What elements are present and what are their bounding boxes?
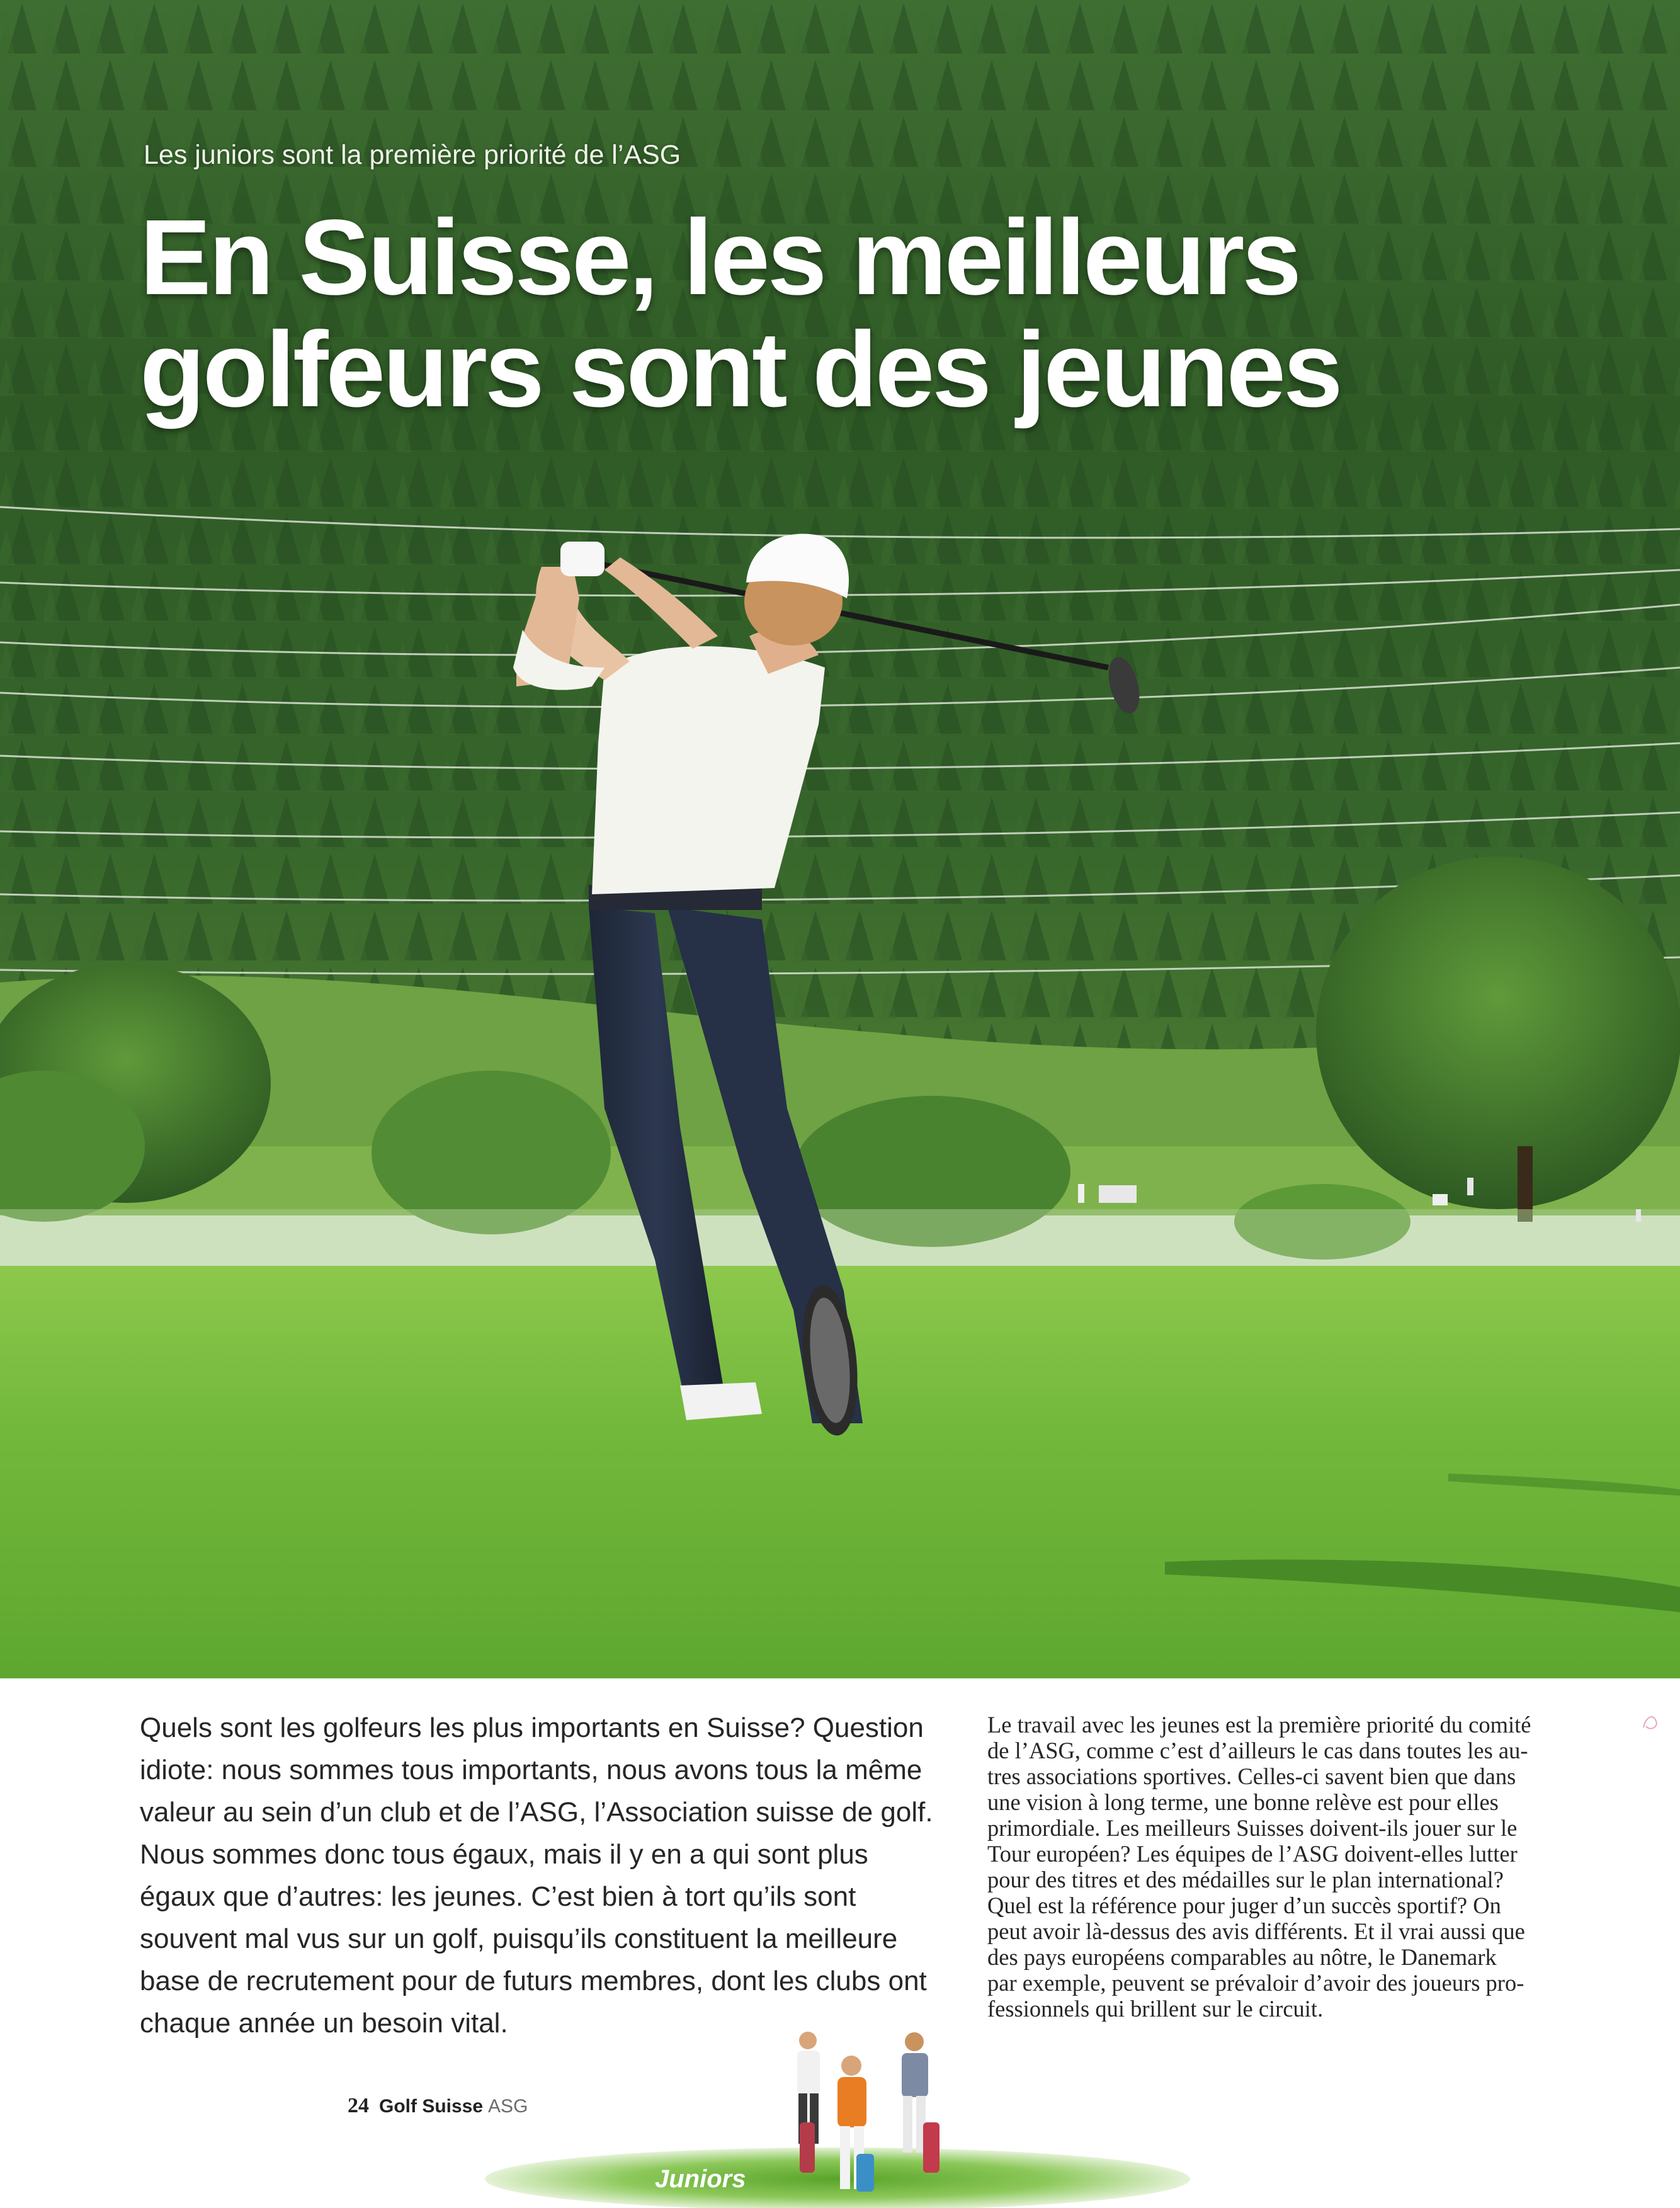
page-footer [0,2028,1680,2208]
publisher-name: ASG [488,2096,528,2117]
intro-line: souvent mal vus sur un golf, puisqu’ils constituent la meilleure [140,1923,898,1954]
body-line: pour des titres et des médailles sur le plan international? [987,1867,1504,1892]
body-line: tres associations sportives. Celles-ci savent bien que dans [987,1763,1516,1789]
page-number: 24 [348,2094,369,2117]
article-body-column [987,1712,1636,2022]
body-line: par exemple, peuvent se prévaloir d’avoir des joueurs pro- [987,1970,1524,1996]
headline-line: golfeurs sont des jeunes [140,310,1341,430]
body-line: Quel est la référence pour juger d’un succès sportif? On [987,1892,1501,1918]
intro-line: base de recrutement pour de futurs membres, dont les clubs ont [140,1966,927,1996]
body-line: une vision à long terme, une bonne relève est pour elles [987,1789,1499,1815]
article-kicker: Les juniors sont la première priorité de l’ASG [144,140,681,170]
body-line: Tour européen? Les équipes de l’ASG doivent-elles lutter [987,1841,1518,1867]
registration-mark-icon [1637,1710,1662,1735]
body-line: peut avoir là-dessus des avis différents. Et il vrai aussi que [987,1918,1525,1944]
body-line: des pays européens comparables au nôtre, le Danemark [987,1944,1497,1970]
footer-band-illustration [0,2028,1680,2208]
body-line: Le travail avec les jeunes est la première priorité du comité [987,1712,1531,1738]
intro-line: Quels sont les golfeurs les plus importants en Suisse? Question [140,1712,924,1743]
section-label: Juniors [655,2165,746,2193]
intro-line: chaque année un besoin vital. [140,2008,508,2039]
body-line: de l’ASG, comme c’est d’ailleurs le cas dans toutes les au- [987,1738,1528,1763]
magazine-name: Golf Suisse [379,2096,484,2117]
article-intro [140,1707,971,2044]
intro-line: idiote: nous sommes tous importants, nous avons tous la même [140,1755,922,1785]
intro-line: Nous sommes donc tous égaux, mais il y en a qui sont plus [140,1839,868,1870]
intro-line: égaux que d’autres: les jeunes. C’est bien à tort qu’ils sont [140,1881,856,1912]
article-headline [140,198,1525,430]
body-line: fessionnels qui brillent sur le circuit. [987,1996,1324,2022]
headline-line: En Suisse, les meilleurs [140,198,1300,317]
page-folio [348,2094,528,2118]
intro-line: valeur au sein d’un club et de l’ASG, l’Association suisse de golf. [140,1797,933,1828]
body-line: primordiale. Les meilleurs Suisses doivent-ils jouer sur le [987,1815,1518,1841]
